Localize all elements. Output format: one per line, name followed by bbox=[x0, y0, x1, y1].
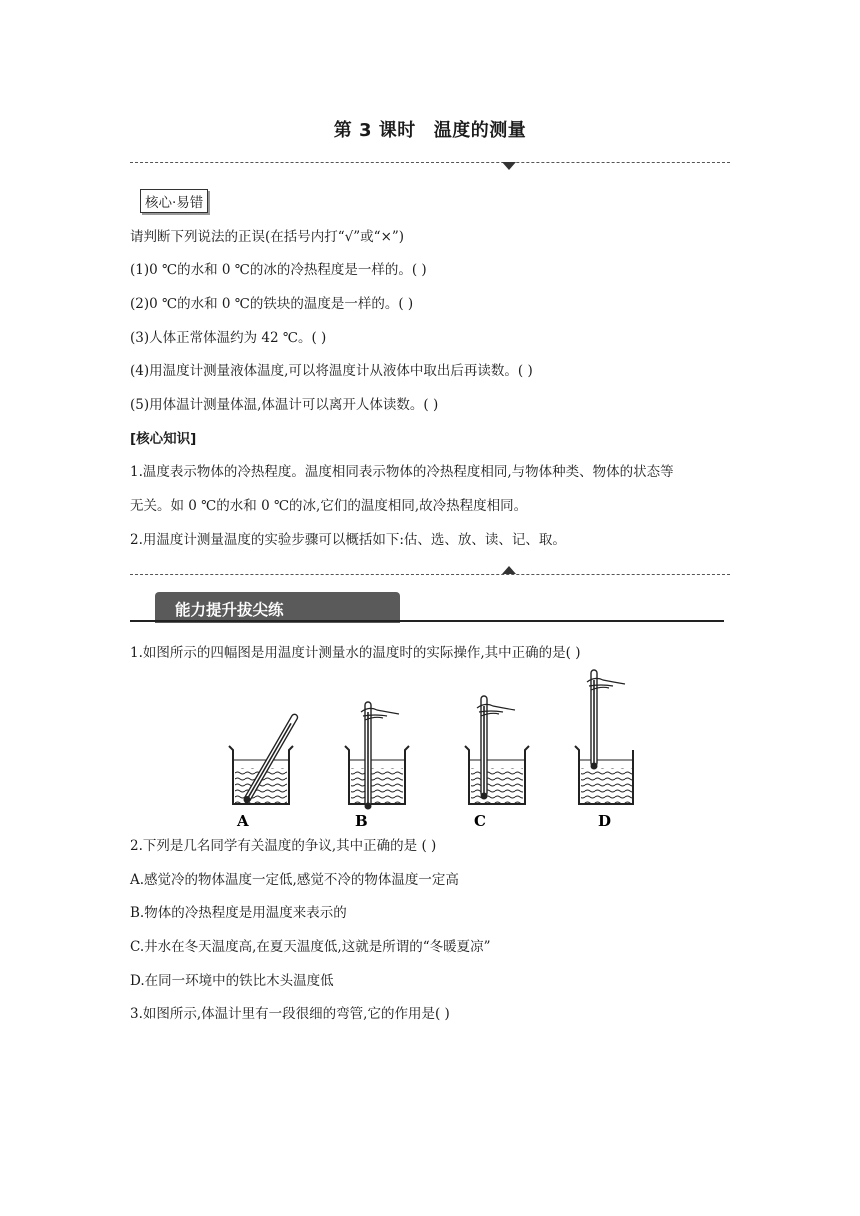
section-rule bbox=[130, 620, 724, 622]
figure-label-b: B bbox=[355, 812, 368, 830]
judge-item-2: (2)0 ℃的水和 0 ℃的铁块的温度是一样的。( ) bbox=[130, 296, 414, 312]
divider-arrow-up-icon bbox=[502, 566, 516, 574]
judge-intro: 请判断下列说法的正误(在括号内打“√”或“×”) bbox=[130, 229, 405, 245]
beaker-b bbox=[345, 702, 409, 830]
section-badge: 核心·易错 bbox=[140, 189, 208, 213]
q2-option-b: B.物体的冷热程度是用温度来表示的 bbox=[130, 905, 347, 921]
judge-item-5: (5)用体温计测量体温,体温计可以离开人体读数。( ) bbox=[130, 397, 439, 413]
figure-label-c: C bbox=[474, 812, 486, 830]
divider-top bbox=[130, 162, 730, 163]
lesson-number: 第 3 课时 bbox=[333, 120, 416, 141]
section-tab-label: 能力提升拔尖练 bbox=[175, 601, 284, 619]
knowledge-line-3: 2.用温度计测量温度的实验步骤可以概括如下:估、选、放、读、记、取。 bbox=[130, 532, 566, 548]
knowledge-line-2: 无关。如 0 ℃的水和 0 ℃的冰,它们的温度相同,故冷热程度相同。 bbox=[130, 498, 528, 514]
judge-item-1: (1)0 ℃的水和 0 ℃的冰的冷热程度是一样的。( ) bbox=[130, 262, 427, 278]
judge-item-3: (3)人体正常体温约为 42 ℃。( ) bbox=[130, 330, 327, 346]
q1-figure bbox=[215, 668, 635, 833]
knowledge-heading: [核心知识] bbox=[130, 431, 197, 447]
knowledge-line-1: 1.温度表示物体的冷热程度。温度相同表示物体的冷热程度相同,与物体种类、物体的状态等 bbox=[130, 464, 674, 480]
figure-label-a: A bbox=[237, 812, 249, 830]
divider-arrow-down-icon bbox=[502, 162, 516, 170]
q3-stem: 3.如图所示,体温计里有一段很细的弯管,它的作用是( ) bbox=[130, 1006, 450, 1022]
q2-option-a: A.感觉冷的物体温度一定低,感觉不冷的物体温度一定高 bbox=[130, 872, 459, 888]
lesson-topic: 温度的测量 bbox=[433, 120, 527, 141]
divider-middle bbox=[130, 574, 730, 575]
beaker-c bbox=[465, 696, 529, 830]
judge-item-4: (4)用温度计测量液体温度,可以将温度计从液体中取出后再读数。( ) bbox=[130, 363, 533, 379]
q2-option-d: D.在同一环境中的铁比木头温度低 bbox=[130, 973, 334, 989]
q1-stem: 1.如图所示的四幅图是用温度计测量水的温度时的实际操作,其中正确的是( ) bbox=[130, 645, 581, 661]
q2-option-c: C.井水在冬天温度高,在夏天温度低,这就是所谓的“冬暖夏凉” bbox=[130, 939, 491, 955]
page-title bbox=[0, 116, 860, 142]
figure-label-d: D bbox=[598, 812, 612, 830]
beaker-a bbox=[229, 713, 299, 830]
beaker-d bbox=[575, 670, 633, 830]
q2-stem: 2.下列是几名同学有关温度的争议,其中正确的是 ( ) bbox=[130, 838, 437, 854]
